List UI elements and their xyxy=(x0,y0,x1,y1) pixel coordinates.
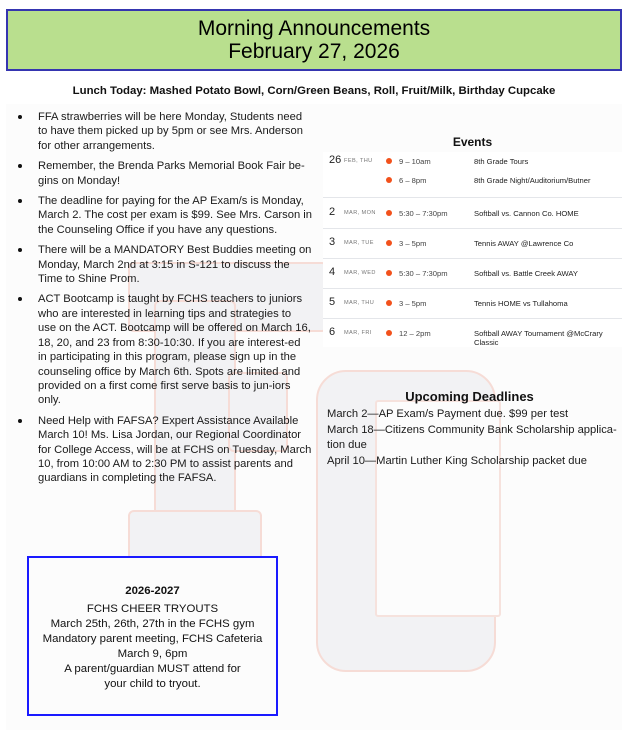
bullet-icon xyxy=(18,115,22,119)
announcement-item: ACT Bootcamp is taught by FCHS teachers to juniors who are interested in learning tips and strategies to use on the ACT. Bootcamp will be offered on March 16, 18, 20, and 23 from 8:30-10:30. If you are interest-ed in participating in this program, please sign up in the counseling office by March 6th. Spots are limited and provided on a first come first serve basis to jun-iors only. xyxy=(14,292,312,407)
announcement-item: Need Help with FAFSA? Expert Assistance Available March 10! Ms. Lisa Jordan, our Regional Coordinator for College Access, will be at FCHS on Tuesday, March 10, from 10:00 AM to 2:30 PM to assist parents and guardians in completing the FAFSA. xyxy=(14,414,312,486)
event-month-weekday: MAR, FRI xyxy=(344,330,372,336)
cheer-line: FCHS CHEER TRYOUTS xyxy=(86,603,219,615)
event-day-number: 6 xyxy=(329,326,336,338)
announcement-item: There will be a MANDATORY Best Buddies meeting on Monday, March 2nd at 3:15 in S-121 to discuss the Time to Shine Prom. xyxy=(14,243,312,286)
event-dot-icon xyxy=(386,270,392,276)
event-dot-icon xyxy=(386,210,392,216)
header-date: February 27, 2026 xyxy=(228,40,400,63)
cheer-line: Mandatory parent meeting, FCHS Cafeteria xyxy=(42,633,263,645)
bullet-icon xyxy=(18,419,22,423)
event-day-row xyxy=(323,289,622,319)
event-day-row xyxy=(323,152,622,198)
announcement-header xyxy=(6,9,622,71)
announcement-list xyxy=(14,110,312,492)
deadline-item: March 18—Citizens Community Bank Scholarship applica-tion due xyxy=(327,424,617,451)
event-item[interactable] xyxy=(323,294,622,313)
event-item[interactable] xyxy=(323,324,622,347)
event-item[interactable] xyxy=(323,264,622,283)
deadlines-list xyxy=(327,407,622,470)
cheer-line: March 25th, 26th, 27th in the FCHS gym xyxy=(50,618,255,630)
bullet-icon xyxy=(18,199,22,203)
event-day-number: 2 xyxy=(329,206,336,218)
deadlines-title: Upcoming Deadlines xyxy=(405,389,534,404)
cheer-line: your child to tryout. xyxy=(104,678,201,690)
event-time: 6 – 8pm xyxy=(399,176,427,185)
event-time: 9 – 10am xyxy=(399,157,431,166)
event-day-row xyxy=(323,259,622,289)
bullet-icon xyxy=(18,297,22,301)
event-month-weekday: MAR, MON xyxy=(344,210,376,216)
event-dot-icon xyxy=(386,300,392,306)
cheer-line: A parent/guardian MUST attend for xyxy=(64,663,241,675)
event-time: 5:30 – 7:30pm xyxy=(399,209,448,218)
event-month-weekday: MAR, WED xyxy=(344,270,376,276)
event-title: Tennis HOME vs Tullahoma xyxy=(474,299,568,308)
event-item[interactable] xyxy=(323,152,622,171)
event-title: Softball vs. Cannon Co. HOME xyxy=(474,209,579,218)
event-title: Softball vs. Battle Creek AWAY xyxy=(474,269,578,278)
event-day-number: 4 xyxy=(329,266,336,278)
event-time: 3 – 5pm xyxy=(399,239,427,248)
event-title: 8th Grade Night/Auditorium/Butner xyxy=(474,176,591,185)
event-time: 3 – 5pm xyxy=(399,299,427,308)
event-title: 8th Grade Tours xyxy=(474,157,529,166)
event-day-number: 3 xyxy=(329,236,336,248)
event-title: Tennis AWAY @Lawrence Co xyxy=(474,239,574,248)
announcement-item: The deadline for paying for the AP Exam/s is Monday, March 2. The cost per exam is $99. See Mrs. Carson in the Counseling Office if you have any questions. xyxy=(14,194,312,237)
event-item[interactable] xyxy=(323,204,622,223)
event-dot-icon xyxy=(386,158,392,164)
bullet-icon xyxy=(18,248,22,252)
event-title: Softball AWAY Tournament @McCrary Classic xyxy=(474,329,603,347)
event-day-row xyxy=(323,229,622,259)
event-day-row xyxy=(323,198,622,229)
event-day-number: 26 xyxy=(329,154,342,166)
event-month-weekday: MAR, TUE xyxy=(344,240,374,246)
bullet-icon xyxy=(18,164,22,168)
event-item[interactable] xyxy=(323,171,622,190)
event-dot-icon xyxy=(386,240,392,246)
event-month-weekday: FEB, THU xyxy=(344,158,373,164)
event-time: 12 – 2pm xyxy=(399,329,431,338)
announcement-item: Remember, the Brenda Parks Memorial Book Fair be-gins on Monday! xyxy=(14,159,312,188)
event-day-row xyxy=(323,319,622,347)
cheer-line: March 9, 6pm xyxy=(117,648,188,660)
deadline-item: April 10—Martin Luther King Scholarship packet due xyxy=(327,454,587,467)
lunch-menu: Lunch Today: Mashed Potato Bowl, Corn/Green Beans, Roll, Fruit/Milk, Birthday Cupcake xyxy=(72,85,556,97)
cheer-year: 2026-2027 xyxy=(125,585,180,597)
event-item[interactable] xyxy=(323,234,622,253)
cheer-tryouts-box xyxy=(27,556,278,716)
event-dot-icon xyxy=(386,177,392,183)
events-calendar xyxy=(323,152,622,347)
event-month-weekday: MAR, THU xyxy=(344,300,375,306)
event-dot-icon xyxy=(386,330,392,336)
event-time: 5:30 – 7:30pm xyxy=(399,269,448,278)
deadline-item: March 2—AP Exam/s Payment due. $99 per test xyxy=(327,408,569,420)
announcement-item: FFA strawberries will be here Monday, Students need to have them picked up by 5pm or see Mrs. Anderson for other arrangements. xyxy=(14,110,312,153)
events-title: Events xyxy=(452,135,493,149)
event-day-number: 5 xyxy=(329,296,336,308)
header-title: Morning Announcements xyxy=(197,17,431,40)
